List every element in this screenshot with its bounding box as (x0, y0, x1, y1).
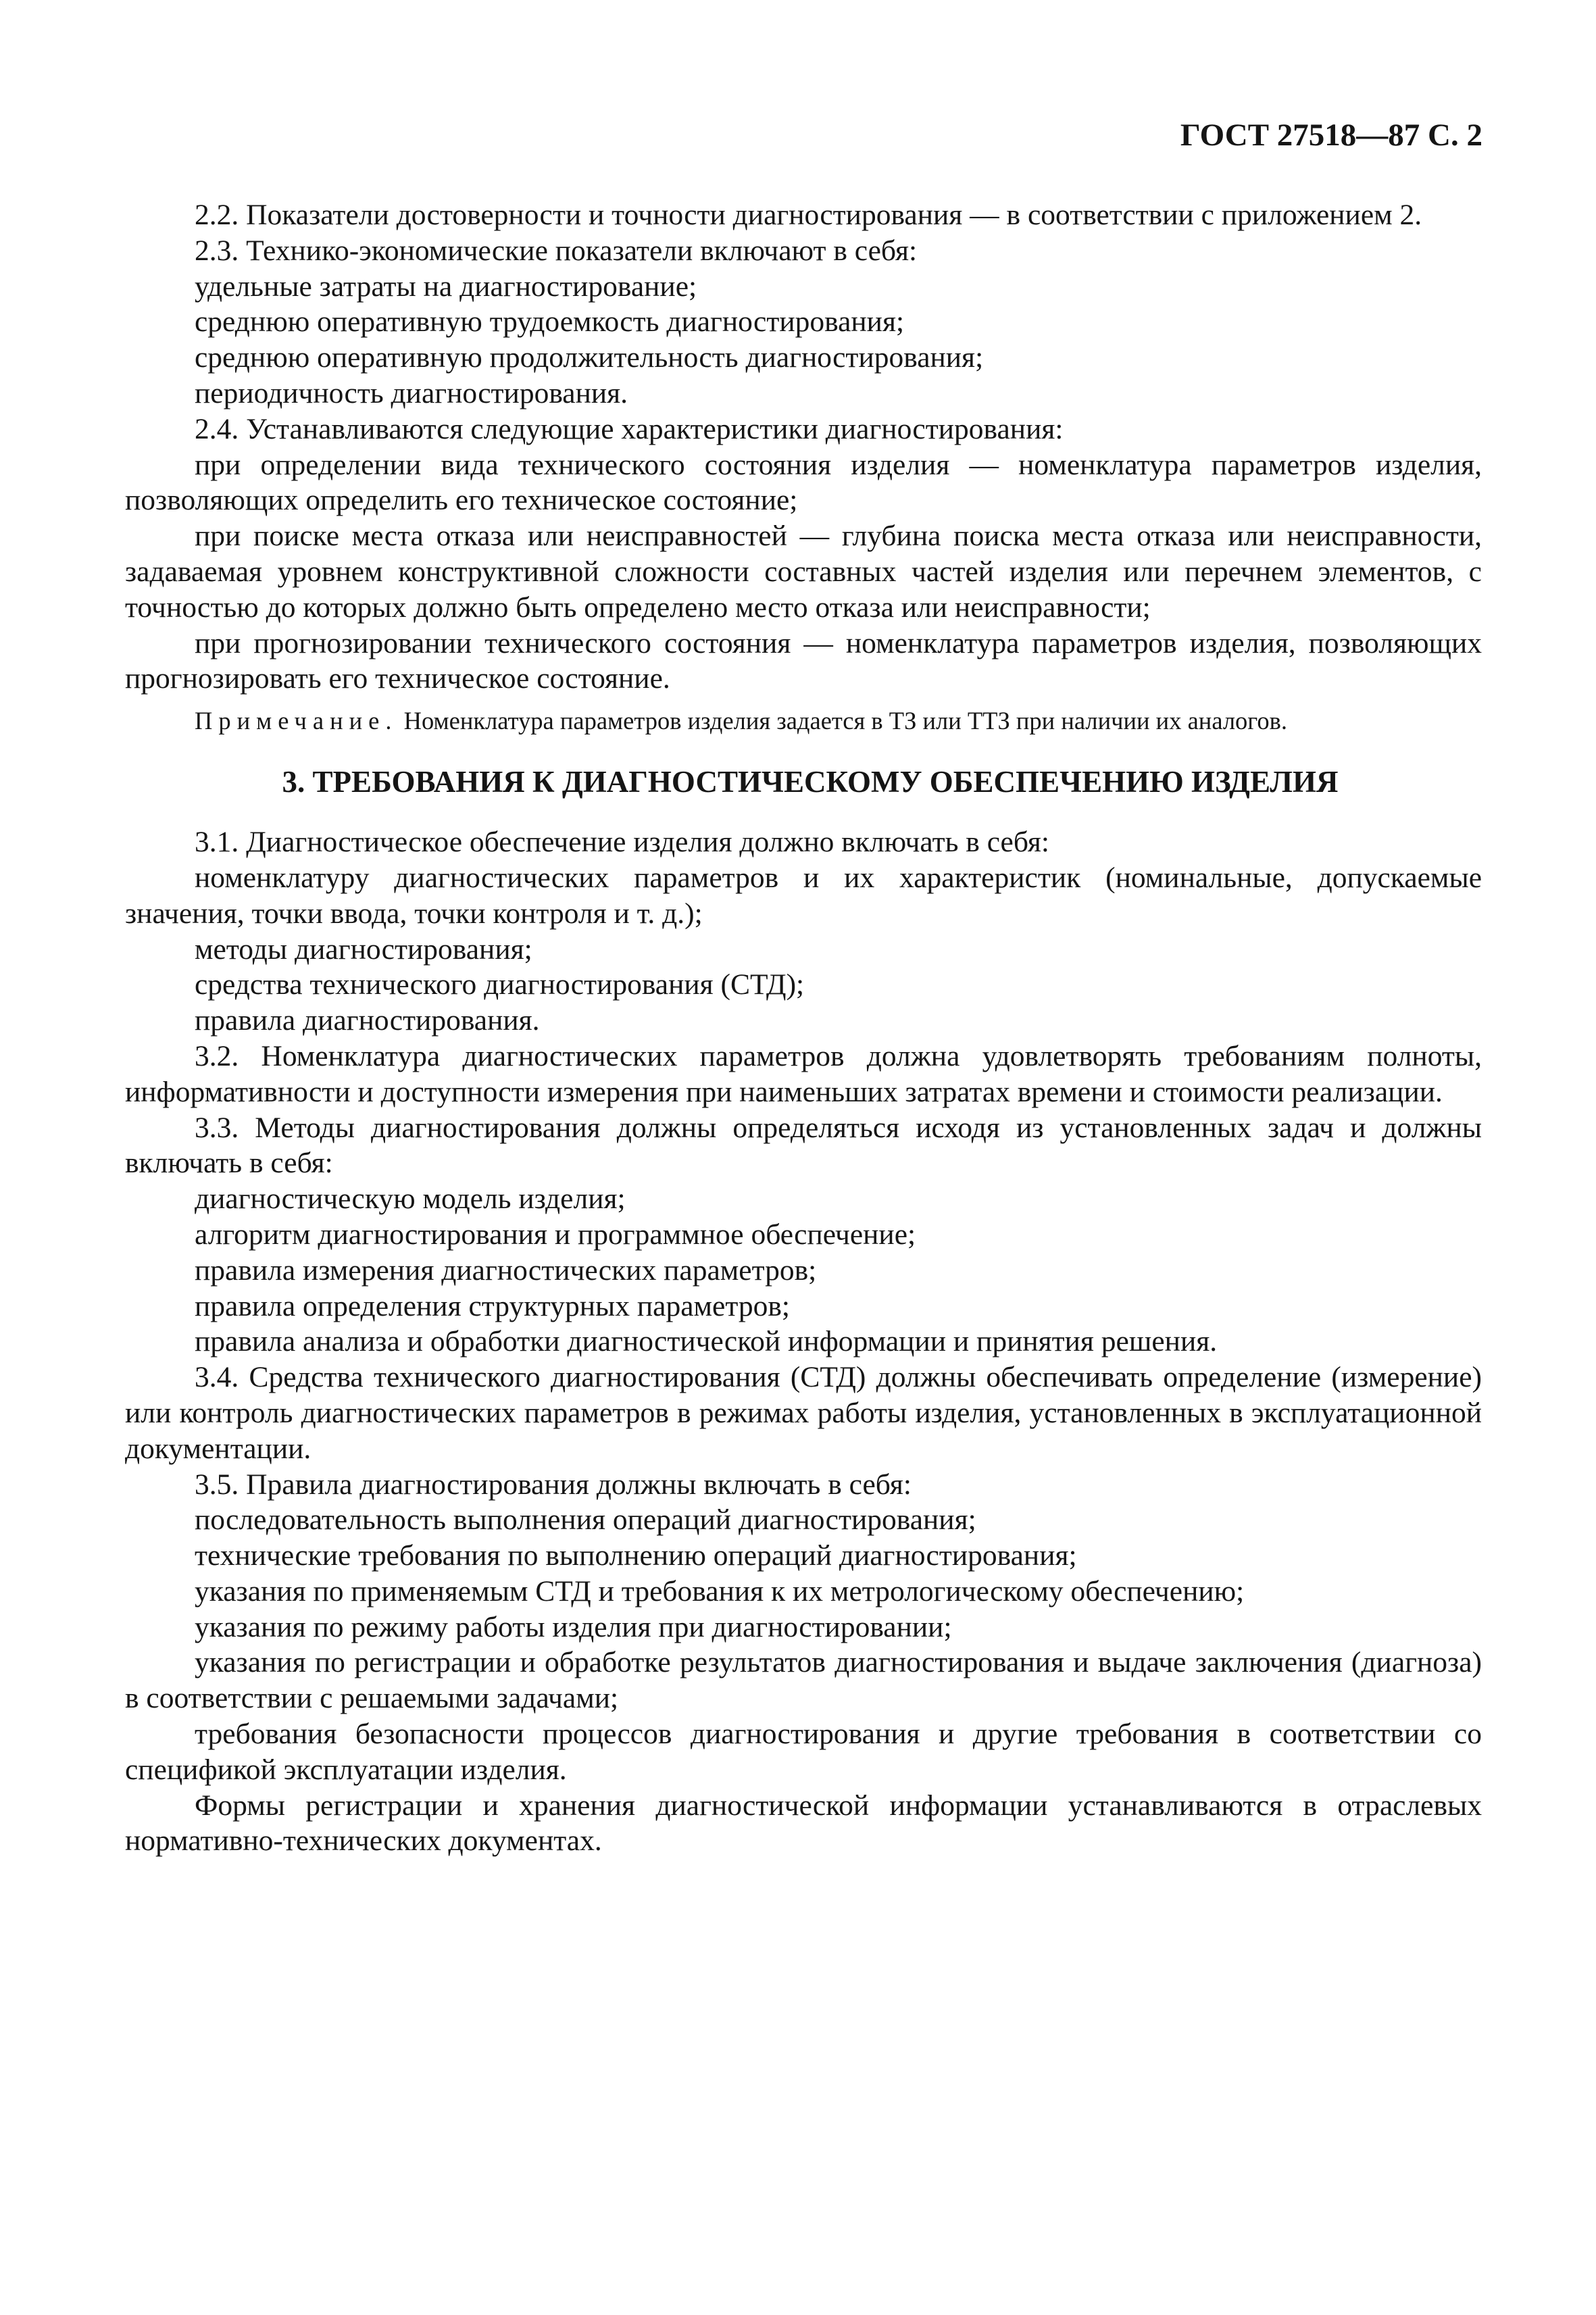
list-item: диагностическую модель изделия; (195, 1183, 626, 1216)
list-item: технические требования по выполнению операций диагностирования; (195, 1539, 1077, 1572)
list-item: последовательность выполнения операций диагностирования; (195, 1503, 976, 1537)
note-label: Примечание. (195, 707, 398, 735)
paragraph: 2.3. Технико-экономические показатели включают в себя: (195, 234, 918, 267)
note-text: Номенклатура параметров изделия задается в ТЗ или ТТЗ при наличии их аналогов. (397, 707, 1287, 735)
list-item: при определении вида технического состояния изделия — номенклатура параметров изделия, позволяющих определить его техническое состояние; (125, 448, 1482, 517)
list-item: при прогнозировании технического состояния — номенклатура параметров изделия, позволяющих прогнозировать его техническое состояние. (125, 626, 1482, 695)
list-item: указания по режиму работы изделия при диагностировании; (195, 1610, 952, 1643)
list-item: среднюю оперативную продолжительность диагностирования; (195, 341, 984, 374)
paragraph: 3.2. Номенклатура диагностических параметров должна удовлетворять требованиям полноты, информативности и доступности измерения при наименьших затратах времени и стоимости реализации. (125, 1039, 1482, 1108)
paragraph: Формы регистрации и хранения диагностической информации устанавливаются в отраслевых нормативно-технических документах. (125, 1789, 1482, 1858)
paragraph: 3.4. Средства технического диагностирования (СТД) должны обеспечивать определение (измерение) или контроль диагностических параметров в режимах работы изделия, установленных в эксплуатационной документации. (125, 1361, 1482, 1465)
list-item: удельные затраты на диагностирование; (195, 270, 697, 303)
list-item: правила измерения диагностических параметров; (195, 1253, 817, 1287)
section-title: 3. ТРЕБОВАНИЯ К ДИАГНОСТИЧЕСКОМУ ОБЕСПЕЧЕНИЮ ИЗДЕЛИЯ (282, 765, 1339, 799)
list-item: среднюю оперативную трудоемкость диагностирования; (195, 305, 905, 339)
list-item: требования безопасности процессов диагностирования и другие требования в соответствии со спецификой эксплуатации изделия. (125, 1718, 1482, 1786)
note (125, 703, 1482, 739)
paragraph: 3.1. Диагностическое обеспечение изделия должно включать в себя: (195, 826, 1050, 859)
list-item: периодичность диагностирования. (195, 376, 628, 409)
list-item: правила определения структурных параметров; (195, 1289, 791, 1322)
document-body (125, 197, 1482, 1859)
list-item: номенклатуру диагностических параметров и их характеристик (номинальные, допускаемые значения, точки ввода, точки контроля и т. д.); (125, 861, 1482, 930)
list-item: методы диагностирования; (195, 932, 532, 966)
list-item: при поиске места отказа или неисправностей — глубина поиска места отказа или неисправности, задаваемая уровнем конструктивной сложности составных частей изделия или перечнем элементов, с точностью до которых должно быть определено место отказа или неисправности; (125, 520, 1482, 624)
paragraph: 3.3. Методы диагностирования должны определяться исходя из установленных задач и должны включать в себя: (125, 1111, 1482, 1180)
list-item: средства технического диагностирования (СТД); (195, 968, 805, 1001)
paragraph: 2.2. Показатели достоверности и точности диагностирования — в соответствии с приложением 2. (195, 199, 1422, 231)
list-item: правила анализа и обработки диагностической информации и принятия решения. (195, 1325, 1218, 1358)
list-item: указания по регистрации и обработке результатов диагностирования и выдаче заключения (диагноза) в соответствии с решаемыми задачами; (125, 1646, 1482, 1715)
list-item: алгоритм диагностирования и программное обеспечение; (195, 1218, 916, 1251)
list-item: правила диагностирования. (195, 1004, 540, 1037)
paragraph: 3.5. Правила диагностирования должны включать в себя: (195, 1468, 912, 1501)
list-item: указания по применяемым СТД и требования к их метрологическому обеспечению; (195, 1574, 1245, 1608)
page-header: ГОСТ 27518—87 С. 2 (1180, 118, 1482, 153)
paragraph: 2.4. Устанавливаются следующие характеристики диагностирования: (195, 412, 1064, 445)
